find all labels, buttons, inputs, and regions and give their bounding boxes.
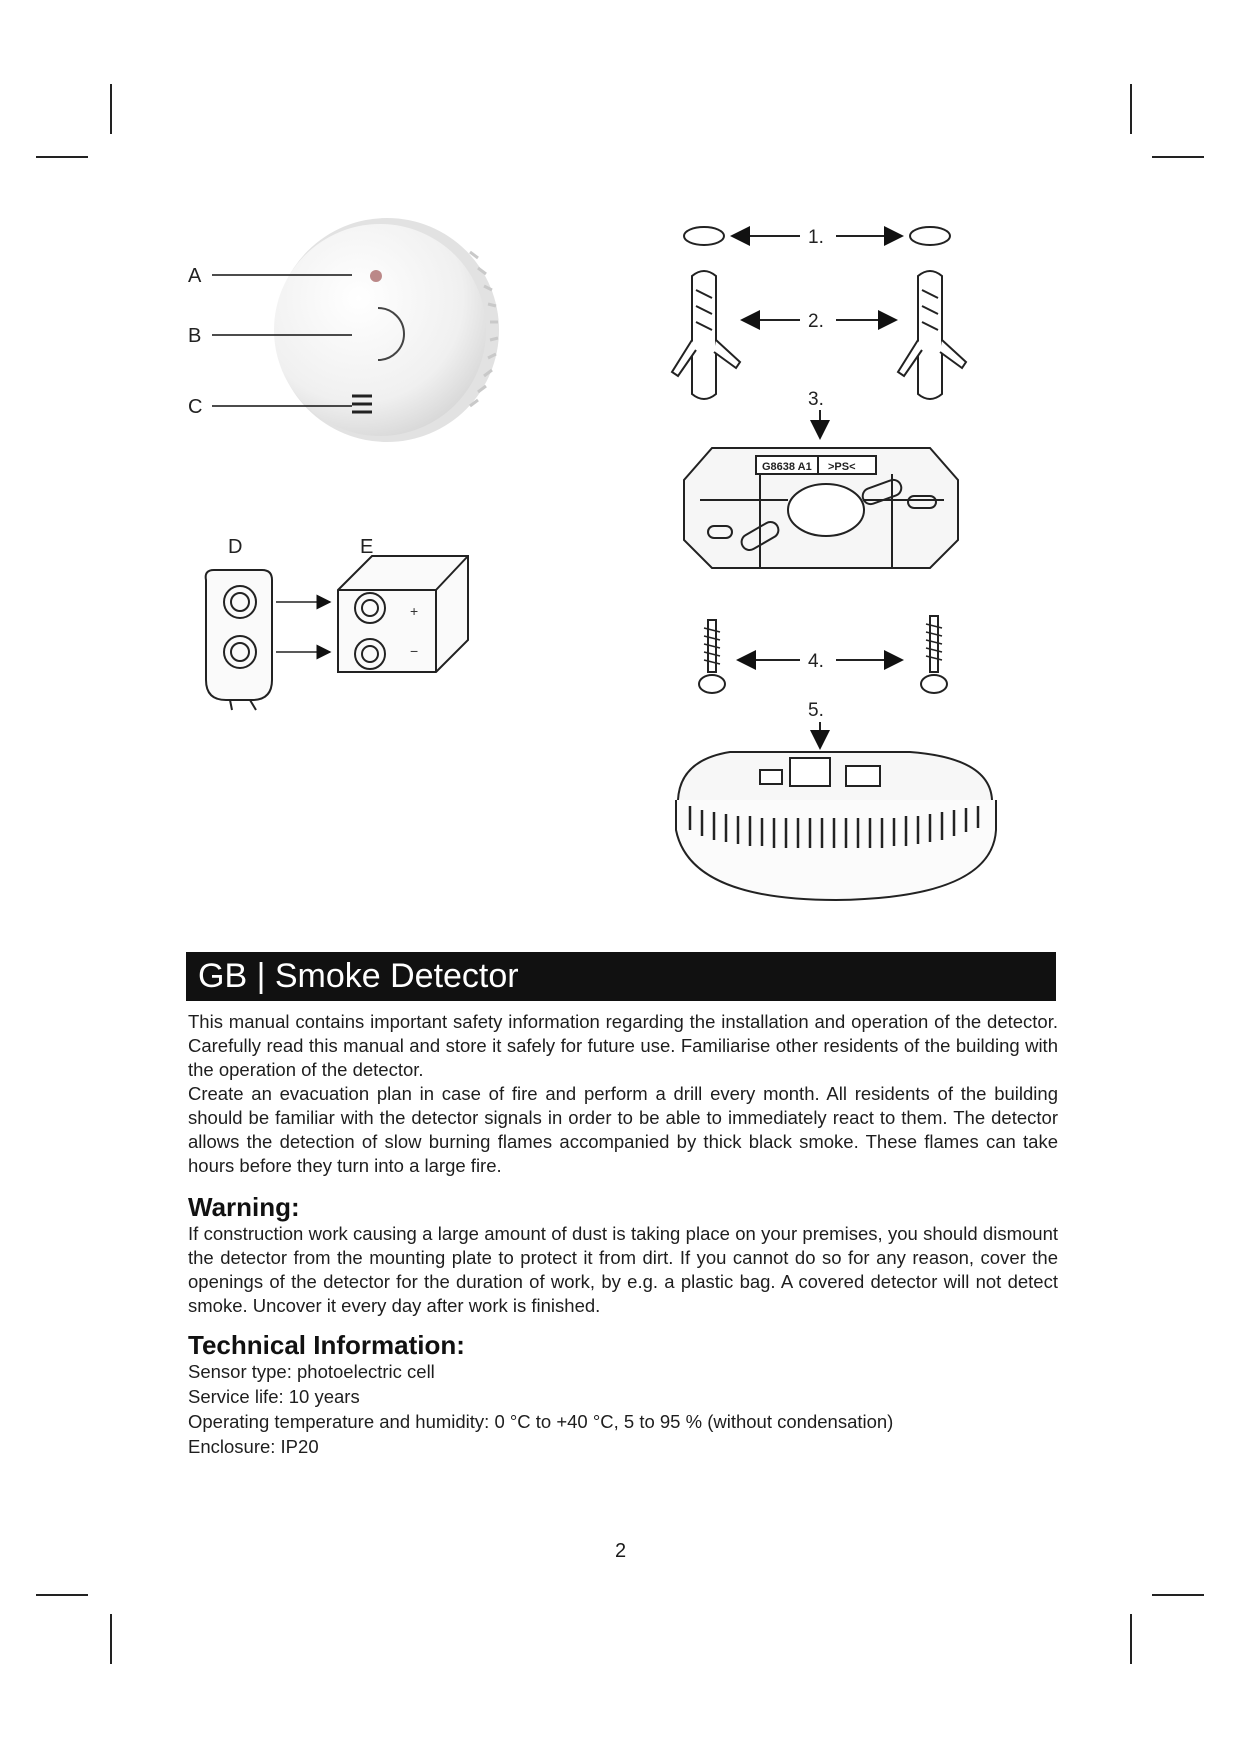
crop-mark [1152,1594,1204,1596]
spec-line: Service life: 10 years [188,1386,360,1407]
technical-specs [188,1360,893,1460]
step-4-label: 4. [808,651,824,672]
battery-plus-mark: + [410,603,419,619]
wall-plug-illustration [672,271,966,399]
warning-heading: Warning: [188,1192,300,1222]
label-e: E [360,536,374,558]
step-3-label: 3. [808,389,824,410]
page-number: 2 [614,1540,627,1562]
technical-heading: Technical Information: [188,1330,465,1360]
spec-line: Sensor type: photoelectric cell [188,1361,435,1382]
intro-paragraph: Create an evacuation plan in case of fire and perform a drill every month. All residents of the building should be familiar with the detector signals in order to be able to immediately react to them. The detector allows the detection of slow burning flames accompanied by thick black smoke. These flames can take hours before they turn into a large fire. [188,1083,1058,1176]
spec-line: Operating temperature and humidity: 0 °C to +40 °C, 5 to 95 % (without condensation) [188,1411,894,1432]
label-b: B [188,325,202,347]
intro-text [188,1010,1058,1178]
warning-text: If construction work causing a large amount of dust is taking place on your premises, you should dismount the detector from the mounting plate to protect it from dirt. If you cannot do so for any reason, cover the openings of the detector for the duration of work, by e.g. a plastic bag. A covered detector will not detect smoke. Uncover it every day after work is finished. [188,1223,1058,1316]
plate-model-text: G8638 A1 [762,461,812,473]
label-c: C [188,396,203,418]
step-1-label: 1. [808,227,824,248]
step-2-label: 2. [808,311,824,332]
crop-mark [110,1614,112,1664]
mounting-plate-illustration [684,410,958,568]
led-indicator [370,270,382,282]
step-5-label: 5. [808,700,824,721]
battery-minus-mark: − [410,643,419,659]
detector-base-illustration [676,722,996,900]
smoke-detector-front-view [212,218,499,442]
crop-mark [1130,1614,1132,1664]
battery-clip-illustration [206,556,468,710]
crop-mark [36,1594,88,1596]
section-title-banner: GB | Smoke Detector [186,952,1056,1001]
intro-paragraph: This manual contains important safety information regarding the installation and operation of the detector. Carefully read this manual and store it safely for future use. Familiarise other residents of the building with the operation of the detector. [188,1011,1058,1080]
plate-material-text: >PS< [828,461,856,473]
label-a: A [188,265,202,287]
label-d: D [228,536,243,558]
spec-line: Enclosure: IP20 [188,1436,319,1457]
